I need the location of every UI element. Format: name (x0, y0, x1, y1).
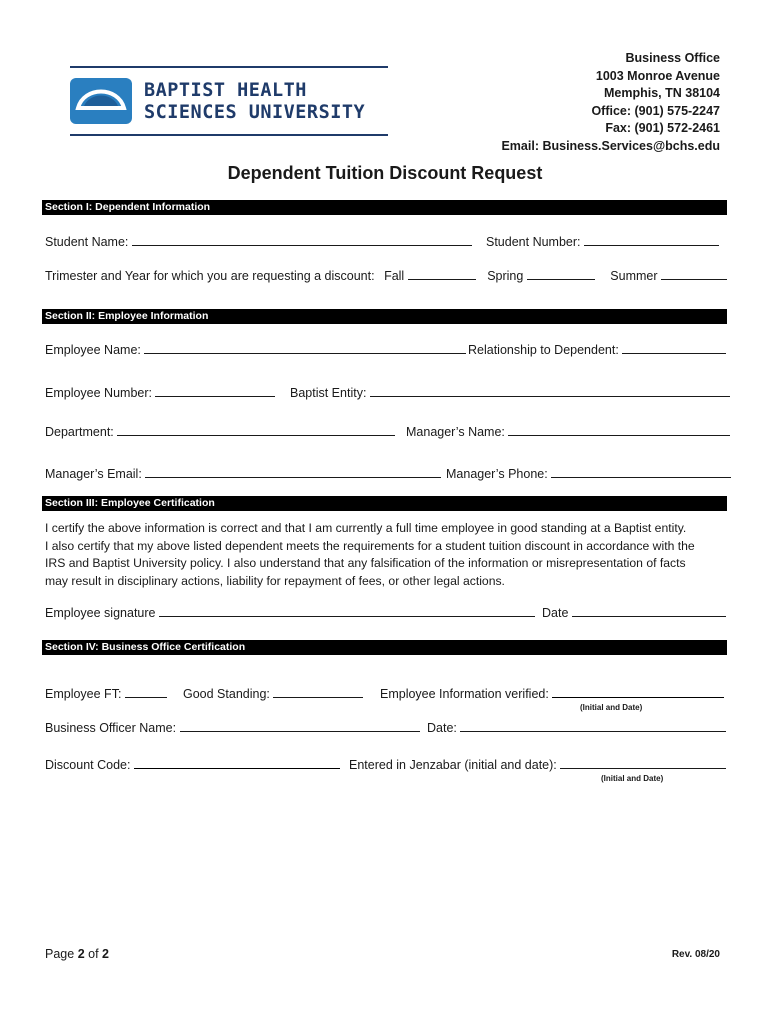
section-1-header: Section I: Dependent Information (42, 200, 727, 215)
baptist-entity-field[interactable] (370, 384, 730, 397)
discount-code-label: Discount Code: (45, 758, 131, 772)
signature-row (45, 604, 535, 620)
logo-line-2: SCIENCES UNIVERSITY (144, 102, 366, 123)
manager-name-field[interactable] (508, 423, 730, 436)
student-number-row (486, 233, 719, 249)
baptist-entity-row (290, 384, 730, 400)
business-officer-row (45, 719, 420, 735)
signature-date-field[interactable] (572, 604, 726, 617)
department-label: Department: (45, 425, 114, 439)
jenzabar-field[interactable] (560, 756, 726, 769)
discount-code-field[interactable] (134, 756, 340, 769)
officer-date-row (427, 719, 726, 735)
section-4-header: Section IV: Business Office Certification (42, 640, 727, 655)
business-officer-field[interactable] (180, 719, 420, 732)
city-state-zip: Memphis, TN 38104 (603, 86, 720, 100)
form-title: Dependent Tuition Discount Request (227, 163, 543, 183)
page-total: 2 (102, 947, 109, 961)
logo-top-rule (70, 66, 388, 68)
student-name-field[interactable] (132, 233, 472, 246)
fax-number: Fax: (901) 572-2461 (605, 121, 720, 135)
trimester-label: Trimester and Year for which you are requesting a discount: (45, 269, 375, 283)
email-address: Email: Business.Services@bchs.edu (501, 138, 720, 153)
office-phone: Office: (901) 575-2247 (591, 103, 720, 118)
manager-email-label: Manager’s Email: (45, 467, 142, 481)
certification-paragraph (45, 520, 725, 590)
employee-ft-label: Employee FT: (45, 687, 122, 701)
good-standing-label: Good Standing: (183, 687, 270, 701)
contact-block (501, 50, 720, 155)
certification-line-2: I also certify that my above listed dependent meets the requirements for a student tuition discount in accordance with the (45, 538, 695, 553)
logo-emblem-icon (70, 78, 132, 124)
manager-name-label: Manager’s Name: (406, 425, 505, 439)
relationship-field[interactable] (622, 341, 726, 354)
trimester-row (45, 267, 727, 283)
logo-line-1: BAPTIST HEALTH (144, 80, 307, 101)
student-name-row (45, 233, 472, 249)
certification-line-1: I certify the above information is correct and that I am currently a full time employee in good standing at a Baptist entity. (45, 521, 687, 535)
manager-phone-row (446, 465, 731, 481)
section-3-header: Section III: Employee Certification (42, 496, 727, 511)
street-address: 1003 Monroe Avenue (595, 68, 720, 83)
manager-email-row (45, 465, 441, 481)
spring-field[interactable] (527, 267, 595, 280)
manager-phone-field[interactable] (551, 465, 731, 478)
employee-number-row (45, 384, 275, 400)
manager-name-row (406, 423, 730, 439)
fall-label: Fall (384, 269, 405, 283)
university-logo (38, 52, 418, 152)
jenzabar-row (349, 756, 726, 772)
office-name: Business Office (625, 51, 720, 65)
summer-label: Summer (610, 269, 658, 283)
student-number-label: Student Number: (486, 235, 581, 249)
department-field[interactable] (117, 423, 395, 436)
officer-date-label: Date: (427, 721, 457, 735)
employee-name-label: Employee Name: (45, 343, 141, 357)
manager-email-field[interactable] (145, 465, 441, 478)
certification-line-4: may result in disciplinary actions, liability for repayment of fees, or other legal actions. (45, 573, 505, 588)
employee-ft-field[interactable] (125, 685, 167, 698)
employee-name-row (45, 341, 466, 357)
employee-name-field[interactable] (144, 341, 466, 354)
page-of: of (88, 947, 99, 961)
department-row (45, 423, 395, 439)
officer-date-field[interactable] (460, 719, 726, 732)
discount-code-row (45, 756, 340, 772)
spring-label: Spring (487, 269, 524, 283)
initial-date-caption-1: (Initial and Date) (580, 703, 643, 712)
initial-date-caption-2: (Initial and Date) (601, 774, 664, 783)
employee-ft-row (45, 685, 167, 701)
info-verified-field[interactable] (552, 685, 724, 698)
logo-bottom-rule (70, 134, 388, 136)
business-officer-label: Business Officer Name: (45, 721, 177, 735)
jenzabar-label: Entered in Jenzabar (initial and date): (349, 758, 557, 772)
signature-date-row (542, 604, 726, 620)
summer-field[interactable] (661, 267, 727, 280)
relationship-label: Relationship to Dependent: (468, 343, 619, 357)
employee-number-label: Employee Number: (45, 386, 152, 400)
employee-number-field[interactable] (155, 384, 275, 397)
student-name-label: Student Name: (45, 235, 129, 249)
info-verified-row (380, 685, 724, 701)
relationship-row (468, 341, 726, 357)
info-verified-label: Employee Information verified: (380, 687, 549, 701)
student-number-field[interactable] (584, 233, 719, 246)
signature-label: Employee signature (45, 606, 156, 620)
signature-date-label: Date (542, 606, 569, 620)
baptist-entity-label: Baptist Entity: (290, 386, 367, 400)
good-standing-field[interactable] (273, 685, 363, 698)
revision-label: Rev. 08/20 (671, 949, 720, 960)
page-number (45, 947, 109, 961)
certification-line-3: IRS and Baptist University policy. I also understand that any falsification of the information or misrepresentation of facts (45, 556, 686, 570)
signature-field[interactable] (159, 604, 535, 617)
manager-phone-label: Manager’s Phone: (446, 467, 548, 481)
section-2-header: Section II: Employee Information (42, 309, 727, 324)
fall-field[interactable] (408, 267, 476, 280)
page-current: 2 (77, 947, 85, 961)
page-prefix: Page (45, 947, 75, 961)
good-standing-row (183, 685, 363, 701)
